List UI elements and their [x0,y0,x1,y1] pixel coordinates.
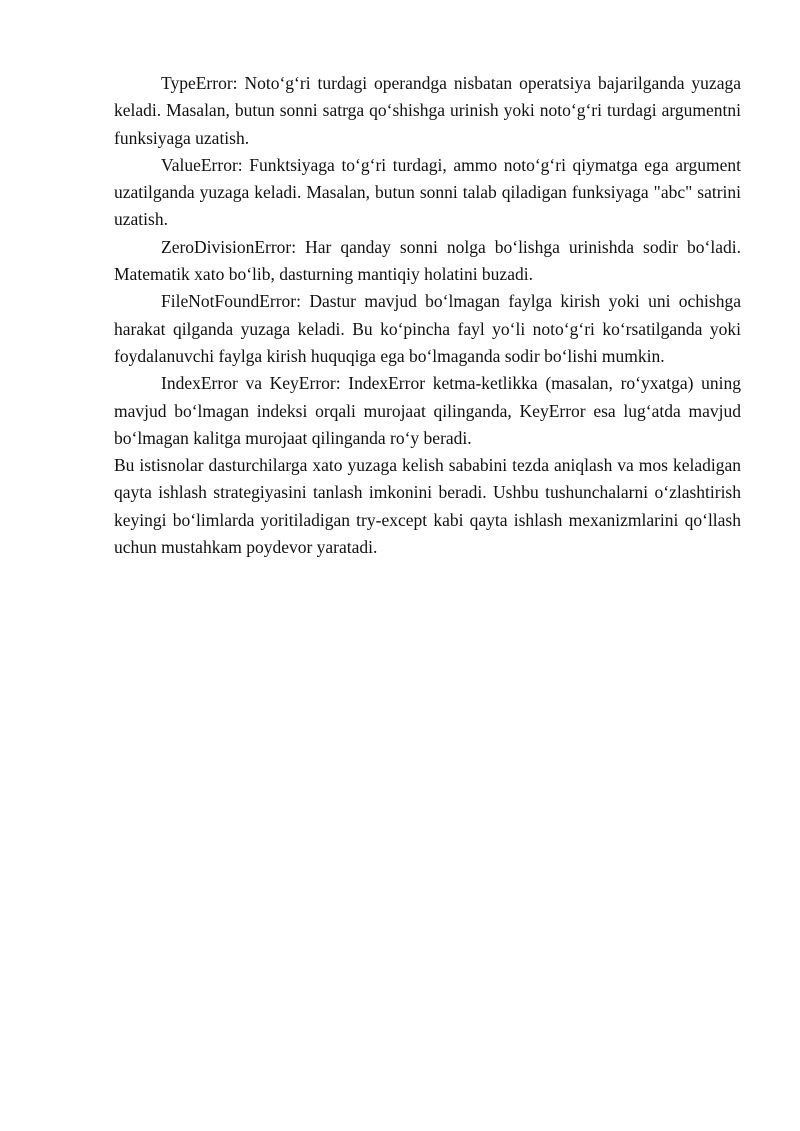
paragraph-value-error: ValueError: Funktsiyaga to‘g‘ri turdagi, ammo noto‘g‘ri qiymatga ega argument uzatilganda yuzaga keladi. Masalan, butun sonni talab qiladigan funksiyaga "abc" satrini uzatish. [114,154,741,230]
paragraph-file-not-found-error: FileNotFoundError: Dastur mavjud bo‘lmagan faylga kirish yoki uni ochishga harakat qilganda yuzaga keladi. Bu ko‘pincha fayl yo‘li noto‘g‘ri ko‘rsatilganda yoki foydalanuvchi faylga kirish huquqiga ega bo‘lmaganda sodir bo‘lishi mumkin. [114,291,741,366]
paragraph-zero-division-error: ZeroDivisionError: Har qanday sonni nolga bo‘lishga urinishda sodir bo‘ladi. Matematik xato bo‘lib, dasturning mantiqiy holatini buzadi. [114,236,741,285]
paragraph-summary: Bu istisnolar dasturchilarga xato yuzaga kelish sababini tezda aniqlash va mos keladigan qayta ishlash strategiyasini tanlash imkonini beradi. Ushbu tushunchalarni o‘zlashtirish keyingi bo‘limlarda yoritiladigan try-except kabi qayta ishlash mexanizmlarini qo‘llash uchun mustahkam poydevor yaratadi. [114,455,741,558]
paragraph-index-key-error: IndexError va KeyError: IndexError ketma-ketlikka (masalan, ro‘yxatga) uning mavjud bo‘lmagan indeksi orqali murojaat qilinganda, KeyError esa lug‘atda mavjud bo‘lmagan kalitga murojaat qilinganda ro‘y beradi. [114,373,741,448]
document-page [114,70,741,561]
paragraph-type-error: TypeError: Noto‘g‘ri turdagi operandga nisbatan operatsiya bajarilganda yuzaga keladi. Masalan, butun sonni satrga qo‘shishga urinish yoki noto‘g‘ri turdagi argumentni funksiyaga uzatish. [114,73,741,148]
